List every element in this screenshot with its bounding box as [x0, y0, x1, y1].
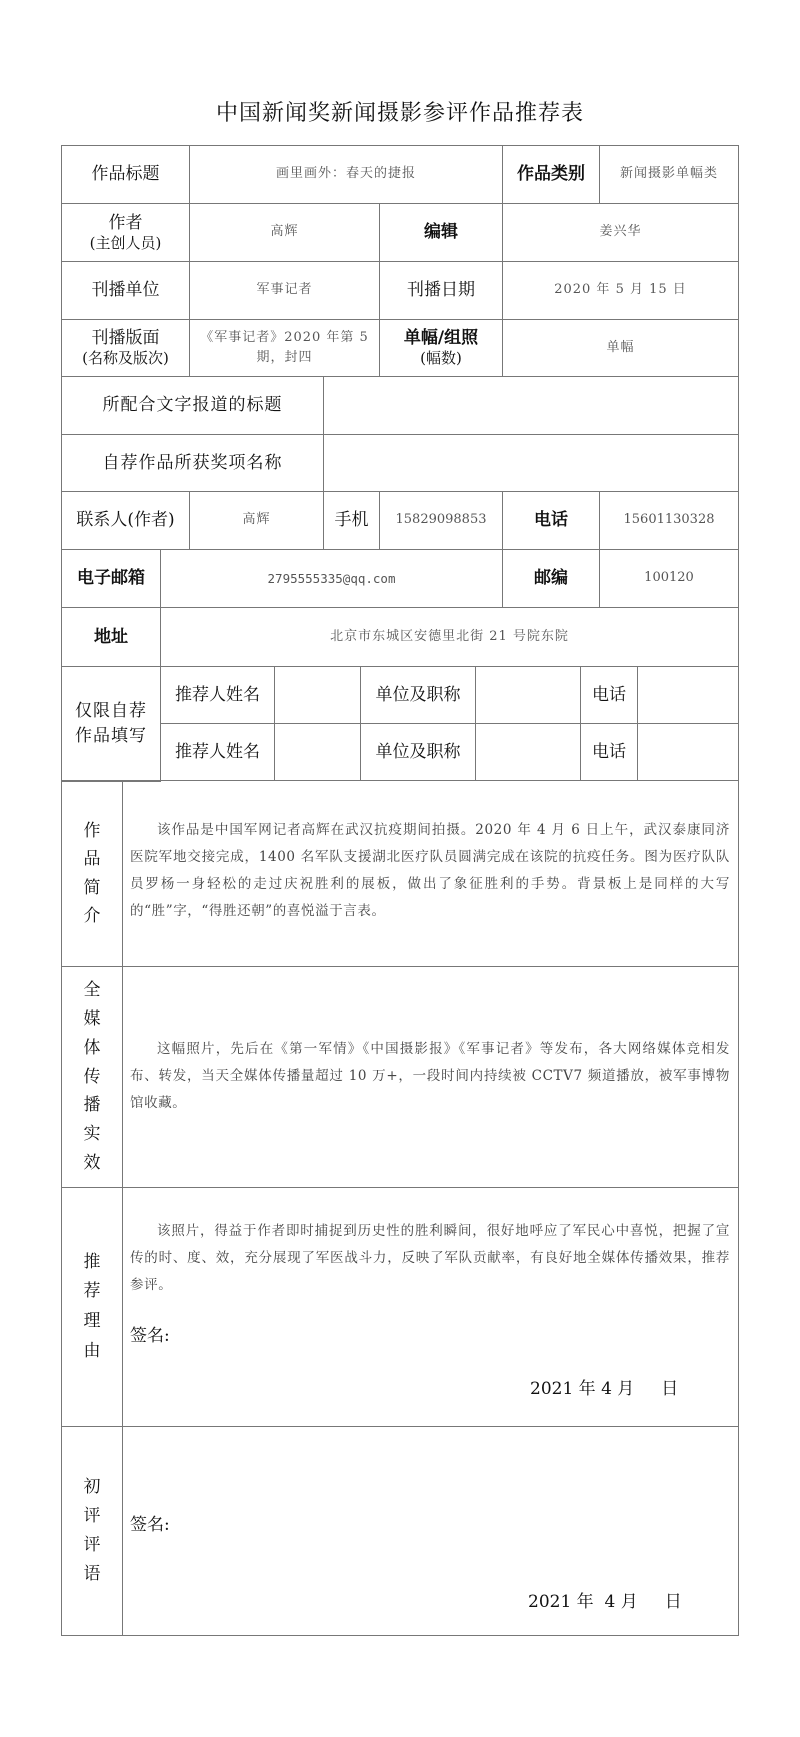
- layout-value-line2: 期，封四: [256, 350, 313, 365]
- recommender-phone-label: 电话: [580, 666, 638, 724]
- contact-value[interactable]: 高辉: [189, 491, 324, 550]
- recommender-phone-field[interactable]: [637, 723, 739, 781]
- intro-label-char: 品: [83, 849, 101, 870]
- recommender-unit-field[interactable]: [475, 666, 581, 724]
- review-date: 2021 年 4 月 日: [528, 1592, 682, 1612]
- self-recommend-section-label: [61, 666, 161, 782]
- mobile-label: 手机: [323, 491, 380, 550]
- review-label-char: 评: [83, 1535, 101, 1555]
- recommender-unit-label: 单位及职称: [360, 723, 476, 781]
- media-effect-label: [61, 966, 123, 1188]
- initial-review-label: [61, 1426, 123, 1636]
- layout-value-line1: 《军事记者》2020 年第 5: [200, 329, 369, 345]
- recommender-unit-field[interactable]: [475, 723, 581, 781]
- zip-label: 邮编: [502, 549, 600, 608]
- email-value[interactable]: 2795555335@qq.com: [160, 549, 503, 608]
- address-value[interactable]: 北京市东城区安德里北街 21 号院东院: [160, 607, 739, 667]
- recommender-phone-label: 电话: [580, 723, 638, 781]
- author-label: 作者: [108, 212, 143, 233]
- author-value[interactable]: 高辉: [189, 203, 380, 262]
- editor-value[interactable]: 姜兴华: [502, 203, 739, 262]
- review-label-char: 评: [83, 1506, 101, 1527]
- review-label-char: 语: [83, 1563, 101, 1584]
- media-effect-text: 这幅照片，先后在《第一军情》《中国摄影报》《军事记者》等发布，各大网络媒体竞相发布、转发，当天全媒体传播量超过 10 万+，一段时间内持续被 CCTV7 频道播放，被军事博物馆收藏。: [130, 1041, 730, 1111]
- recommender-name-field[interactable]: [274, 666, 361, 724]
- single-group-sublabel: (幅数): [420, 349, 462, 368]
- phone-value[interactable]: 15601130328: [599, 491, 739, 550]
- layout-sublabel: (名称及版次): [82, 349, 169, 368]
- media-label-char: 体: [83, 1037, 101, 1058]
- author-sublabel: (主创人员): [89, 233, 162, 252]
- publisher-value[interactable]: 军事记者: [189, 261, 380, 320]
- recommender-name-field[interactable]: [274, 723, 361, 781]
- related-report-title-value[interactable]: [323, 376, 739, 435]
- related-report-title-label: 所配合文字报道的标题: [61, 376, 324, 435]
- reason-signature-label: 签名:: [130, 1326, 170, 1346]
- category-label: 作品类别: [502, 145, 600, 204]
- layout-value-cell[interactable]: [189, 319, 380, 377]
- media-label-char: 实: [83, 1124, 101, 1145]
- mobile-value[interactable]: 15829098853: [379, 491, 503, 550]
- reason-label: [61, 1187, 123, 1427]
- contact-label: 联系人(作者): [61, 491, 190, 550]
- intro-label-char: 介: [83, 905, 101, 926]
- address-label: 地址: [61, 607, 161, 667]
- self-recommend-label-line2: 作品填写: [75, 726, 147, 746]
- intro-label: [61, 780, 123, 967]
- reason-label-char: 理: [83, 1311, 101, 1331]
- recommender-unit-label: 单位及职称: [360, 666, 476, 724]
- media-label-char: 传: [83, 1066, 101, 1087]
- layout-label-cell: [61, 319, 190, 377]
- zip-value[interactable]: 100120: [599, 549, 739, 608]
- publish-date-label: 刊播日期: [379, 261, 503, 320]
- reason-label-char: 推: [83, 1251, 101, 1272]
- single-group-label: 单幅/组照: [403, 328, 479, 349]
- single-group-value[interactable]: 单幅: [502, 319, 739, 377]
- media-label-char: 全: [83, 979, 101, 1000]
- author-label-cell: [61, 203, 190, 262]
- work-title-label: 作品标题: [61, 145, 190, 204]
- award-name-value[interactable]: [323, 434, 739, 492]
- reason-text: 该照片，得益于作者即时捕捉到历史性的胜利瞬间，很好地呼应了军民心中喜悦，把握了宣传的时、度、效，充分展现了军医战斗力，反映了军队贡献率，有良好地全媒体传播效果，推荐参评。: [130, 1223, 730, 1293]
- form-title: 中国新闻奖新闻摄影参评作品推荐表: [215, 101, 584, 126]
- media-label-char: 媒: [83, 1008, 101, 1029]
- recommender-name-label: 推荐人姓名: [160, 723, 275, 781]
- recommender-phone-field[interactable]: [637, 666, 739, 724]
- category-value[interactable]: 新闻摄影单幅类: [599, 145, 739, 204]
- email-label: 电子邮箱: [61, 549, 161, 608]
- work-title-value[interactable]: 画里画外：春天的捷报: [189, 145, 503, 204]
- single-group-label-cell: [379, 319, 503, 377]
- reason-date: 2021 年 4 月 日: [530, 1379, 679, 1399]
- phone-label: 电话: [502, 491, 600, 550]
- reason-label-char: 荐: [83, 1281, 101, 1302]
- reason-label-char: 由: [83, 1340, 101, 1361]
- publisher-label: 刊播单位: [61, 261, 190, 320]
- media-label-char: 播: [83, 1095, 101, 1116]
- layout-label: 刊播版面: [91, 328, 160, 349]
- publish-date-value[interactable]: 2020 年 5 月 15 日: [502, 261, 739, 320]
- review-label-char: 初: [83, 1477, 101, 1498]
- award-name-label: 自荐作品所获奖项名称: [61, 434, 324, 492]
- editor-label: 编辑: [379, 203, 503, 262]
- recommender-name-label: 推荐人姓名: [160, 666, 275, 724]
- intro-text: 该作品是中国军网记者高辉在武汉抗疫期间拍摄。2020 年 4 月 6 日上午，武汉泰康同济医院军地交接完成，1400 名军队支援湖北医疗队员圆满完成在该院的抗疫任务。图为医疗队队员罗杨一身轻松的走过庆祝胜利的展板，做出了象征胜利的手势。背景板上是同样的大写的“胜”字，“得胜还朝”的喜悦溢于言表。: [130, 822, 730, 919]
- media-label-char: 效: [83, 1153, 101, 1174]
- intro-label-char: 简: [83, 877, 101, 898]
- review-signature-label: 签名:: [130, 1515, 170, 1535]
- self-recommend-label-line1: 仅限自荐: [75, 700, 147, 721]
- intro-label-char: 作: [83, 821, 101, 842]
